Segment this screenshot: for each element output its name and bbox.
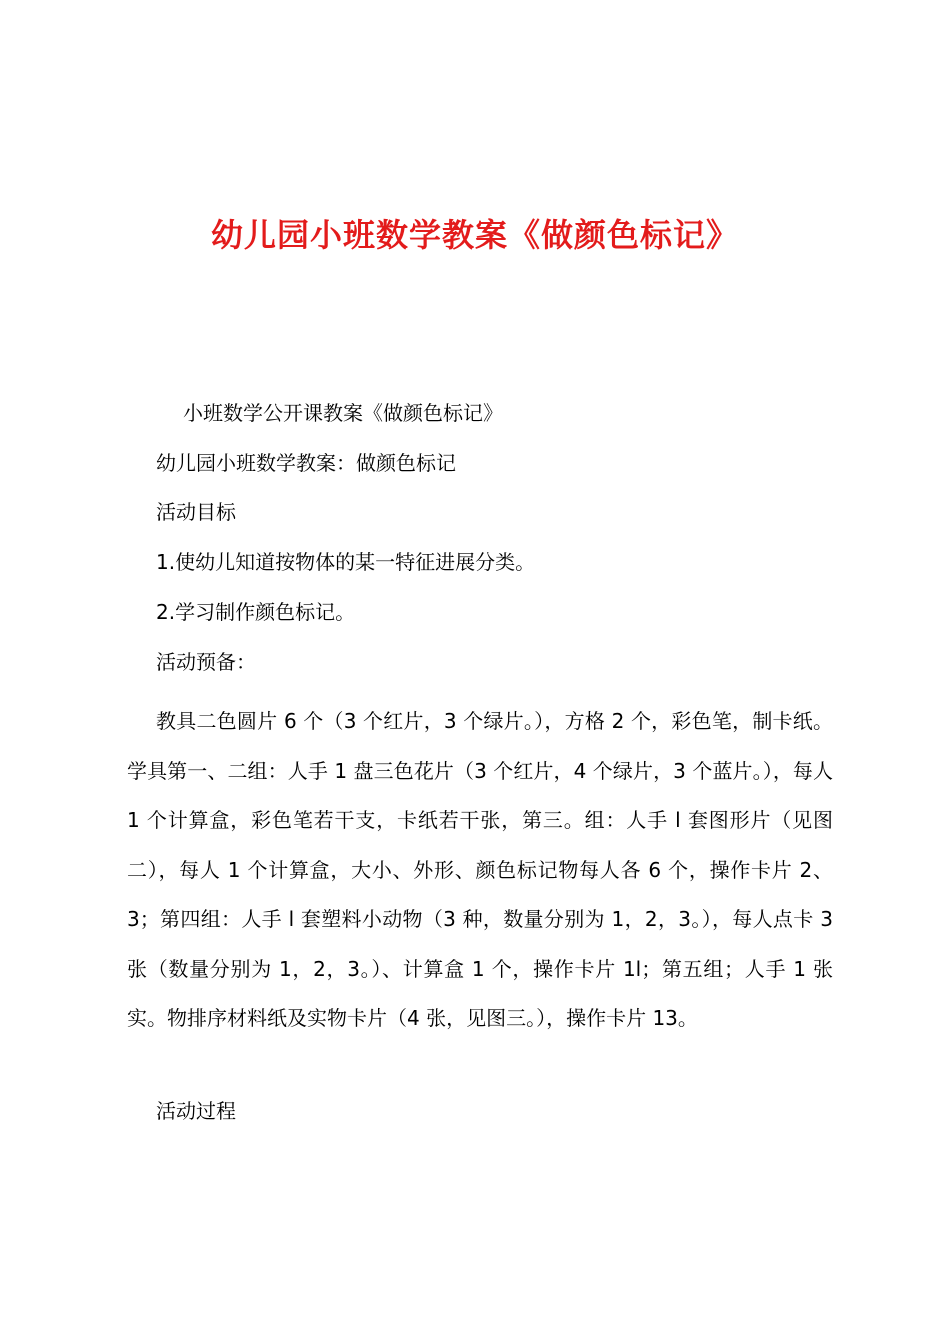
goal-item-1: 1.使幼儿知道按物体的某一特征进展分类。	[156, 550, 536, 574]
section-process-heading: 活动过程	[156, 1099, 236, 1123]
heading-line: 幼儿园小班数学教案：做颜色标记	[156, 451, 456, 475]
section-goals-heading: 活动目标	[156, 500, 236, 524]
goal-item-2: 2.学习制作颜色标记。	[156, 600, 356, 624]
subtitle-line: 小班数学公开课教案《做颜色标记》	[183, 401, 503, 425]
prep-paragraph: 教具二色圆片 6 个（3 个红片，3 个绿片。），方格 2 个，彩色笔，制卡纸。学具第一、二组：人手 1 盘三色花片（3 个红片，4 个绿片，3 个蓝片。），每人 1 个计算盒，彩色笔若干支，卡纸若干张，第三。组：人手 l 套图形片（见图二），每人 1 个计算盒，大小、外形、颜色标记物每人各 6 个，操作卡片 2、3；第四组：人手 l 套塑料小动物（3 种，数量分别为 1，2，3。），每人点卡 3 张（数量分别为 1，2，3。）、计算盒 1 个，操作卡片 1l；第五组；人手 1 张实。物排序材料纸及实物卡片（4 张，见图三。），操作卡片 13。	[127, 709, 833, 1030]
document-title: 幼儿园小班数学教案《做颜色标记》	[210, 216, 739, 254]
section-prep-heading: 活动预备：	[156, 650, 256, 674]
